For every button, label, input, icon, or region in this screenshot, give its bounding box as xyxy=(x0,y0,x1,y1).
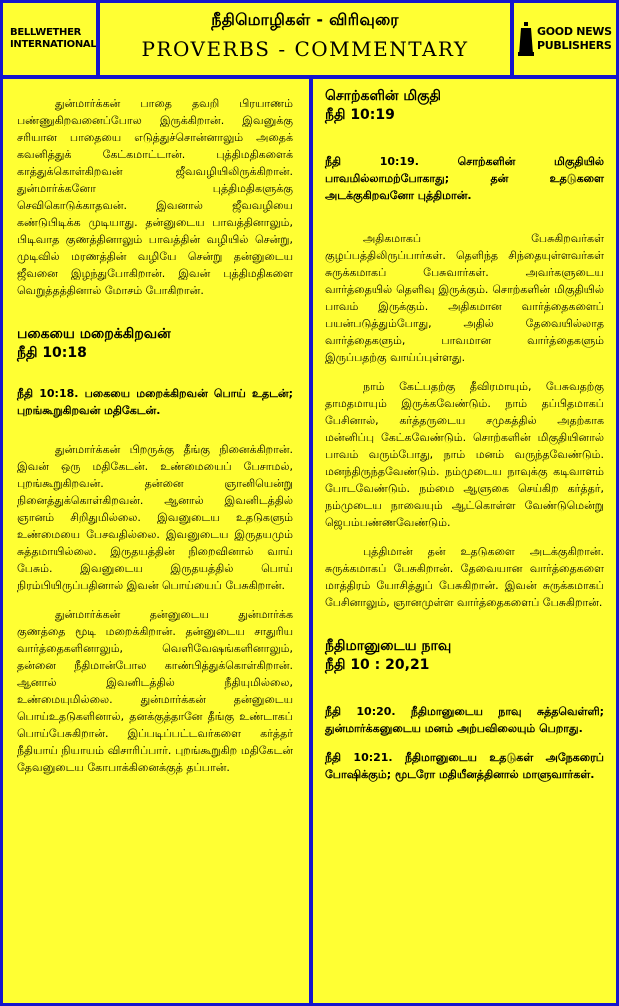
section-heading: சொற்களின் மிகுதி xyxy=(325,88,441,104)
verse-text: நீதி 10:18. பகையை மறைக்கிறவன் பொய் உதடன்; புறங்கூறுகிறவன் மதிகேடன். xyxy=(17,387,293,417)
verse-text: நீதி 10:19. சொற்களின் மிகுதியில் பாவமில்லாமற்போகாது; தன் உதடுகளை அடக்குகிறவனோ புத்திமான். xyxy=(325,155,604,202)
paragraph: அதிகமாகப் பேசுகிறவர்கள் குழப்பத்திலிருப்பார்கள். தெளிந்த சிந்தையுள்ளவர்கள் சுருக்கமாகப் பேசுவார்கள். அவர்களுடைய வார்த்தையில் தெளிவு இருக்கும். சொற்களின் மிகுதியில் பாவம் இருக்கும். அதிகமான வார்த்தைகளைப் பயன்படுத்தும்போது, அதில் தேவையில்லாத வார்த்தைகளும், பாவமான வார்த்தைகளும் இருப்பதற்கு வாய்ப்புள்ளது. xyxy=(325,232,604,364)
section-reference: நீதி 10:18 xyxy=(17,345,87,361)
bell-icon xyxy=(518,22,534,56)
paragraph: துன்மார்க்கன் பாதை தவறி பிரயாணம் பண்ணுகிறவனைப்போல இருக்கிறான். இவனுக்கு சரியான பாதையை எடுத்துச்சொன்னாலும் அதைக் கவனித்துக் கேட்கமாட்டான். புத்திமதிகளைக் காத்துக்கொள்கிறவன் ஜீவவழியிலிருக்கிறான். துன்மார்க்கனோ புத்திமதிகளுக்கு செவிகொடுக்காதவன். இவனால் ஜீவவழியை கண்டுபிடிக்க முடியாது. தன்னுடைய பாவத்தினாலும், பிடிவாத குணத்தினாலும் பாவத்தின் வழியில் சென்று, முடிவில் மரணத்தின் வழியே சென்று தன்னுடைய ஜீவனை இழந்துபோகிறான். இவன் புத்திமதிகளை வெறுத்தத்தினால் மோசம் போகிறான். xyxy=(17,97,293,297)
section-reference: நீதி 10:19 xyxy=(325,107,395,123)
section-reference: நீதி 10 : 20,21 xyxy=(325,657,430,673)
logo-right-line2: PUBLISHERS xyxy=(537,39,612,52)
logo-left-line1: BELLWETHER xyxy=(10,27,82,38)
title-english: PROVERBS - COMMENTARY xyxy=(141,37,469,61)
right-column xyxy=(313,79,616,1003)
paragraph: நாம் கேட்பதற்கு தீவிரமாயும், பேசுவதற்கு தாமதமாயும் இருக்கவேண்டும். நாம் தப்பிதமாகப் பேசினால், கர்த்தருடைய சமுகத்தில் அதற்காக மன்னிப்பு கேட்கவேண்டும். சொற்களின் மிகுதியினால் பாவம் வரும்போது, நாம் மனம் வருந்தவேண்டும். மனந்திருந்தவேண்டும். நம்முடைய நாவுக்கு கடிவாளம் போடவேண்டும். நம்மை ஆளுகை செய்கிற கர்த்தர், நம்முடைய நாவையும் ஆட்கொள்ள வேண்டுமென்று ஜெபம்பண்ணவேண்டும். xyxy=(325,380,604,529)
page-header xyxy=(100,3,510,75)
verse-text: நீதி 10:20. நீதிமானுடைய நாவு சுத்தவெள்ளி; துன்மார்க்கனுடைய மனம் அற்பவிலையும் பெறாது. xyxy=(325,705,604,735)
left-column xyxy=(3,79,309,1003)
logo-right-line1: GOOD NEWS xyxy=(537,25,612,38)
verse-text: நீதி 10:21. நீதிமானுடைய உதடுகள் அநேகரைப் போஷிக்கும்; மூடரோ மதியீனத்தினால் மாளுவார்கள். xyxy=(325,751,604,781)
paragraph: துன்மார்க்கன் தன்னுடைய துன்மார்க்க குணத்தை மூடி மறைக்கிறான். தன்னுடைய சாதுரிய வார்த்தைகளினாலும், வெளிவேஷங்களினாலும், தன்னை நீதிமான்போல காண்பித்துக்கொள்கிறான். ஆனால் இவனிடத்தில் நீதியுமில்லை, உண்மையுமில்லை. துன்மார்க்கன் தன்னுடைய பொய்உதடுகளினால், தனக்குத்தானே தீங்கு உண்டாகப் பொய்பேசுகிறான். இப்படிப்பட்டவர்களை கர்த்தர் நீதியாய் நியாயம் விசாரிப்பார். புறங்கூறுகிற மதிகேடன் தேவனுடைய கோபாக்கினைக்குத் தப்பான். xyxy=(17,608,293,774)
title-tamil: நீதிமொழிகள் - விரிவுரை xyxy=(211,10,399,29)
section-heading: நீதிமானுடைய நாவு xyxy=(325,638,452,654)
logo-left-line2: INTERNATIONAL xyxy=(10,39,96,50)
section-heading: பகையை மறைக்கிறவன் xyxy=(17,326,171,342)
logo-good-news xyxy=(514,3,616,75)
logo-bellwether xyxy=(3,3,96,75)
paragraph: துன்மார்க்கன் பிறருக்கு தீங்கு நினைக்கிறான். இவன் ஒரு மதிகேடன். உண்மையைப் பேசாமல், புறங்கூறுகிறவன். தன்னை ஞானியென்று நினைத்துக்கொள்கிறவன். ஆனால் இவனிடத்தில் ஞானம் சிறிதுமில்லை. இவனுடைய உதடுகளும் உண்மையை பேசவதில்லை. இவனுடைய இருதயமும் சுத்தமாயில்லை. இருதயத்தின் நிறைவினால் வாய் பேசும். இவனுடைய இருதயத்தில் பொய் நிரம்பியிருப்பதினால் இவன் பொய்யைப் பேசுகிறான். xyxy=(17,443,293,592)
paragraph: புத்திமான் தன் உதடுகளை அடக்குகிறான். சுருக்கமாகப் பேசுகிறான். தேவையான வார்த்தைகளை மாத்திரம் யோசித்துப் பேசுகிறான். இவன் சுருக்கமாகப் பேசினாலும், ஞானமுள்ள வார்த்தைகளைப் பேசுகிறான். xyxy=(325,545,604,609)
